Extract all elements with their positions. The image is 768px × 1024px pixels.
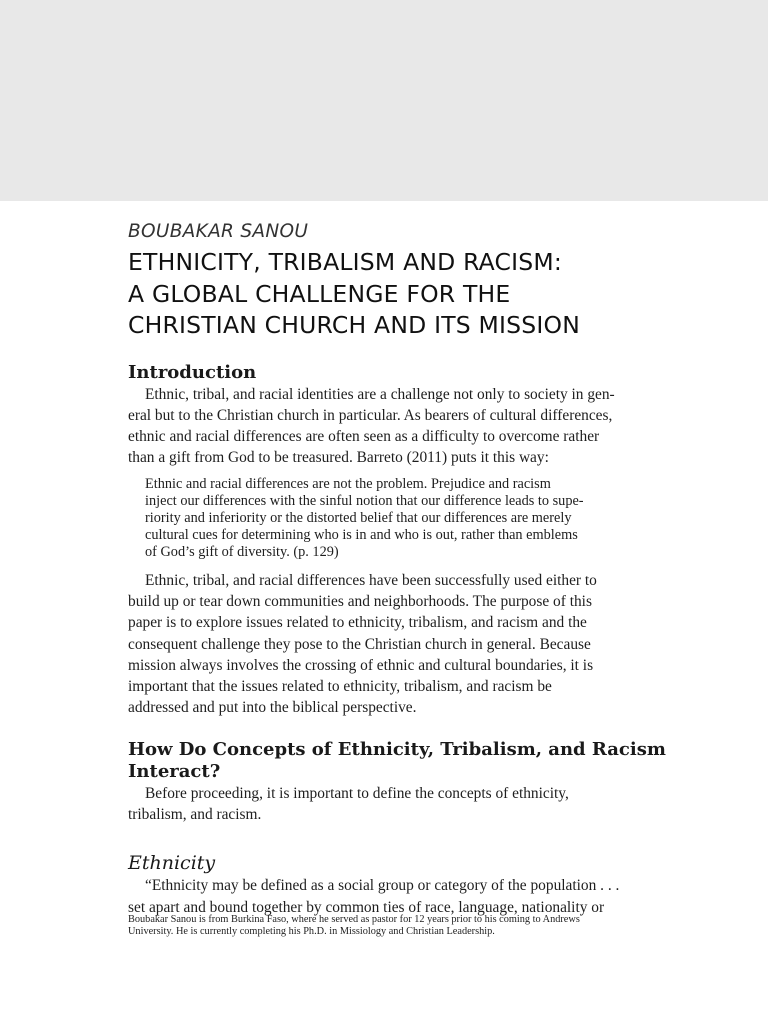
quote-line: riority and inferiority or the distorted belief that our differences are merely: [145, 509, 572, 526]
introduction-heading: Introduction: [128, 361, 257, 383]
author-footnote: [128, 914, 628, 937]
text-line: Ethnic, tribal, and racial identities are a challenge not only to society in gen-: [145, 385, 615, 403]
text-line: build up or tear down communities and neighborhoods. The purpose of this: [128, 592, 592, 610]
text-line: important that the issues related to ethnicity, tribalism, and racism be: [128, 678, 552, 696]
introduction-paragraph-1: [128, 384, 640, 469]
text-line: paper is to explore issues related to ethnicity, tribalism, and racism and the: [128, 614, 587, 632]
text-line: eral but to the Christian church in particular. As bearers of cultural differences,: [128, 406, 613, 424]
quote-line: cultural cues for determining who is in and who is out, rather than emblems: [145, 526, 578, 543]
title-line: CHRISTIAN CHURCH AND ITS MISSION: [128, 311, 580, 339]
quote-line: Ethnic and racial differences are not the problem. Prejudice and racism: [145, 475, 551, 492]
title-line: A GLOBAL CHALLENGE FOR THE: [128, 279, 511, 308]
introduction-paragraph-2: [128, 570, 640, 719]
text-line: than a gift from God to be treasured. Barreto (2011) puts it this way:: [128, 449, 549, 467]
text-line: consequent challenge they pose to the Christian church in general. Because: [128, 635, 591, 653]
quote-line: of God’s gift of diversity. (p. 129): [145, 543, 339, 560]
text-line: mission always involves the crossing of ethnic and cultural boundaries, it is: [128, 656, 594, 674]
quote-line: inject our differences with the sinful notion that our difference leads to supe-: [145, 492, 584, 509]
text-line: Ethnic, tribal, and racial differences have been successfully used either to: [145, 571, 597, 589]
heading-line: Interact?: [128, 760, 221, 782]
text-line: addressed and put into the biblical perspective.: [128, 699, 417, 717]
ethnicity-paragraph: [128, 875, 640, 918]
heading-line: How Do Concepts of Ethnicity, Tribalism, and Racism: [128, 738, 666, 760]
text-line: tribalism, and racism.: [128, 806, 262, 824]
footnote-line: University. He is currently completing his Ph.D. in Missiology and Christian Leadership.: [128, 925, 495, 937]
article-page: [128, 219, 666, 918]
text-line: Before proceeding, it is important to define the concepts of ethnicity,: [145, 784, 569, 802]
text-line: set apart and bound together by common ties of race, language, nationality or: [128, 898, 605, 916]
article-title: [128, 247, 640, 342]
text-line: “Ethnicity may be defined as a social group or category of the population . . .: [145, 877, 620, 895]
footnote-line: Boubakar Sanou is from Burkina Faso, where he served as pastor for 12 years prior to his coming to Andrews: [128, 914, 580, 925]
author-name: BOUBAKAR SANOU: [128, 221, 309, 242]
header-gray-band: [0, 0, 768, 201]
block-quote: [145, 476, 640, 561]
title-line: ETHNICITY, TRIBALISM AND RACISM:: [128, 248, 562, 276]
ethnicity-heading: Ethnicity: [128, 852, 216, 875]
concepts-heading: [128, 738, 666, 783]
text-line: ethnic and racial differences are often seen as a difficulty to overcome rather: [128, 428, 600, 446]
concepts-paragraph: [128, 783, 640, 826]
